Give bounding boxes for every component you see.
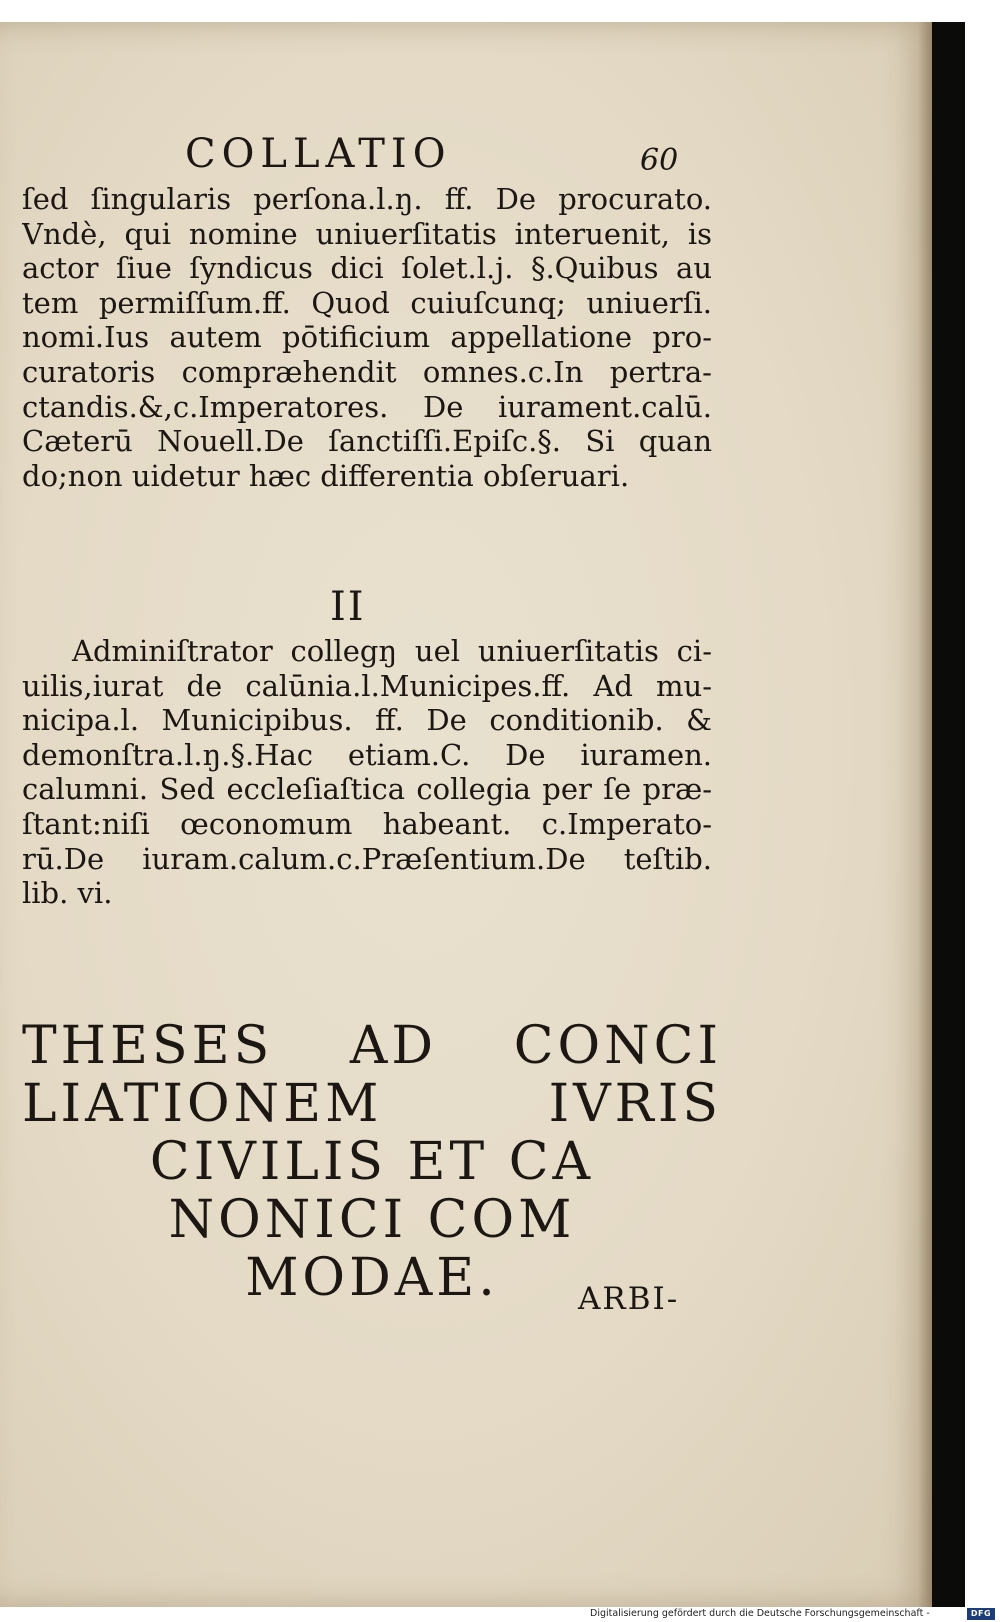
text-line: nomi.Ius autem pōtificium appellatione pro-: [22, 320, 712, 355]
section-number: II: [330, 584, 366, 630]
paragraph-1: [22, 182, 712, 493]
heading-line: MODAE.: [245, 1248, 499, 1308]
text-line: ctandis.&,c.Imperatores. De iurament.calū.: [22, 389, 712, 424]
text-line: ſed ſingularis perſona.l.ŋ. ff. De procurato.: [22, 182, 712, 216]
section-heading: [22, 1017, 722, 1307]
text-line: uilis,iurat de calūnia.l.Municipes.ff. Ad mu-: [22, 668, 712, 703]
digitization-credit: Digitalisierung gefördert durch die Deutsche Forschungsgemeinschaft -: [590, 1608, 930, 1619]
text-line: do;non uidetur hæc differentia obſeruari.: [22, 458, 630, 493]
text-line: rū.De iuram.calum.c.Præſentium.De teſtib.: [22, 841, 712, 876]
text-line: demonſtra.l.ŋ.§.Hac etiam.C. De iuramen.: [22, 737, 712, 772]
catchword: ARBI-: [578, 1281, 680, 1317]
heading-line: NONICI COM: [168, 1190, 576, 1250]
heading-line: THESES AD CONCI: [22, 1016, 722, 1076]
text-line: tem permiſſum.ff. Quod cuiuſcunq; uniuerſi.: [22, 285, 712, 320]
text-line: calumni. Sed eccleſiaſtica collegia per ſe præ-: [22, 772, 712, 807]
text-line: curatoris compræhendit omnes.c.In pertra-: [22, 354, 712, 389]
text-line: nicipa.l. Municipibus. ff. De conditionib. &: [22, 703, 712, 738]
text-line: lib. vi.: [22, 876, 113, 911]
book-page: [0, 22, 932, 1607]
page-scan-frame: [0, 22, 965, 1607]
dfg-logo: DFG: [967, 1608, 995, 1620]
heading-line: LIATIONEM IVRIS: [22, 1074, 722, 1134]
paragraph-2: [22, 634, 712, 911]
text-line: Vndè, qui nomine uniuerſitatis interuenit, is: [22, 216, 712, 251]
text-line: ſtant:niſi œconomum habeant. c.Imperato-: [22, 806, 712, 841]
heading-line: CIVILIS ET CA: [149, 1132, 595, 1192]
page-number: 60: [640, 143, 679, 178]
text-line: Cæterū Nouell.De ſanctiſſi.Epiſc.§. Si quan: [22, 424, 712, 459]
text-line: Adminiſtrator collegŋ uel uniuerſitatis ci-: [72, 634, 712, 668]
running-head-title: COLLATIO: [185, 131, 452, 177]
text-line: actor ſiue ſyndicus dici ſolet.l.j. §.Quibus au: [22, 251, 712, 286]
